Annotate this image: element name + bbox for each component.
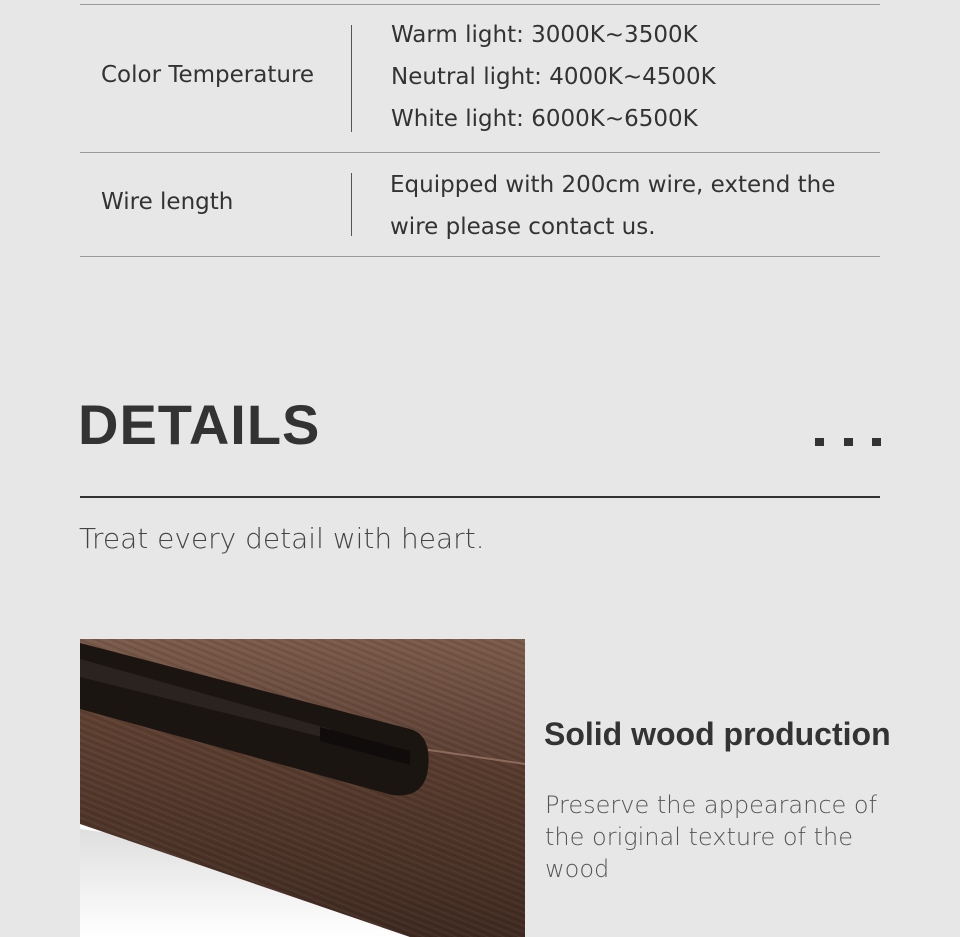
wood-lamp-photo bbox=[80, 639, 525, 937]
table-row-divider bbox=[80, 152, 880, 153]
section-title: DETAILS bbox=[78, 393, 321, 456]
spec-value: Warm light: 3000K~3500K bbox=[391, 22, 698, 48]
dot bbox=[815, 438, 824, 446]
spec-value: Equipped with 200cm wire, extend the wire please contact us. bbox=[390, 172, 836, 240]
section-tagline: Treat every detail with heart. bbox=[79, 522, 485, 555]
spec-label: Wire length bbox=[101, 189, 234, 215]
spec-value: Neutral light: 4000K~4500K bbox=[391, 64, 716, 90]
column-divider bbox=[351, 173, 352, 236]
table-bottom-divider bbox=[80, 256, 880, 257]
section-divider bbox=[80, 496, 880, 498]
column-divider bbox=[351, 25, 352, 132]
feature-description: Preserve the appearance of the original texture of the wood bbox=[545, 791, 878, 883]
spec-label: Color Temperature bbox=[101, 62, 315, 88]
spec-value: White light: 6000K~6500K bbox=[391, 106, 698, 132]
table-top-divider bbox=[80, 4, 880, 5]
dot bbox=[872, 438, 881, 446]
dot bbox=[844, 438, 853, 446]
feature-title: Solid wood production bbox=[544, 716, 891, 752]
